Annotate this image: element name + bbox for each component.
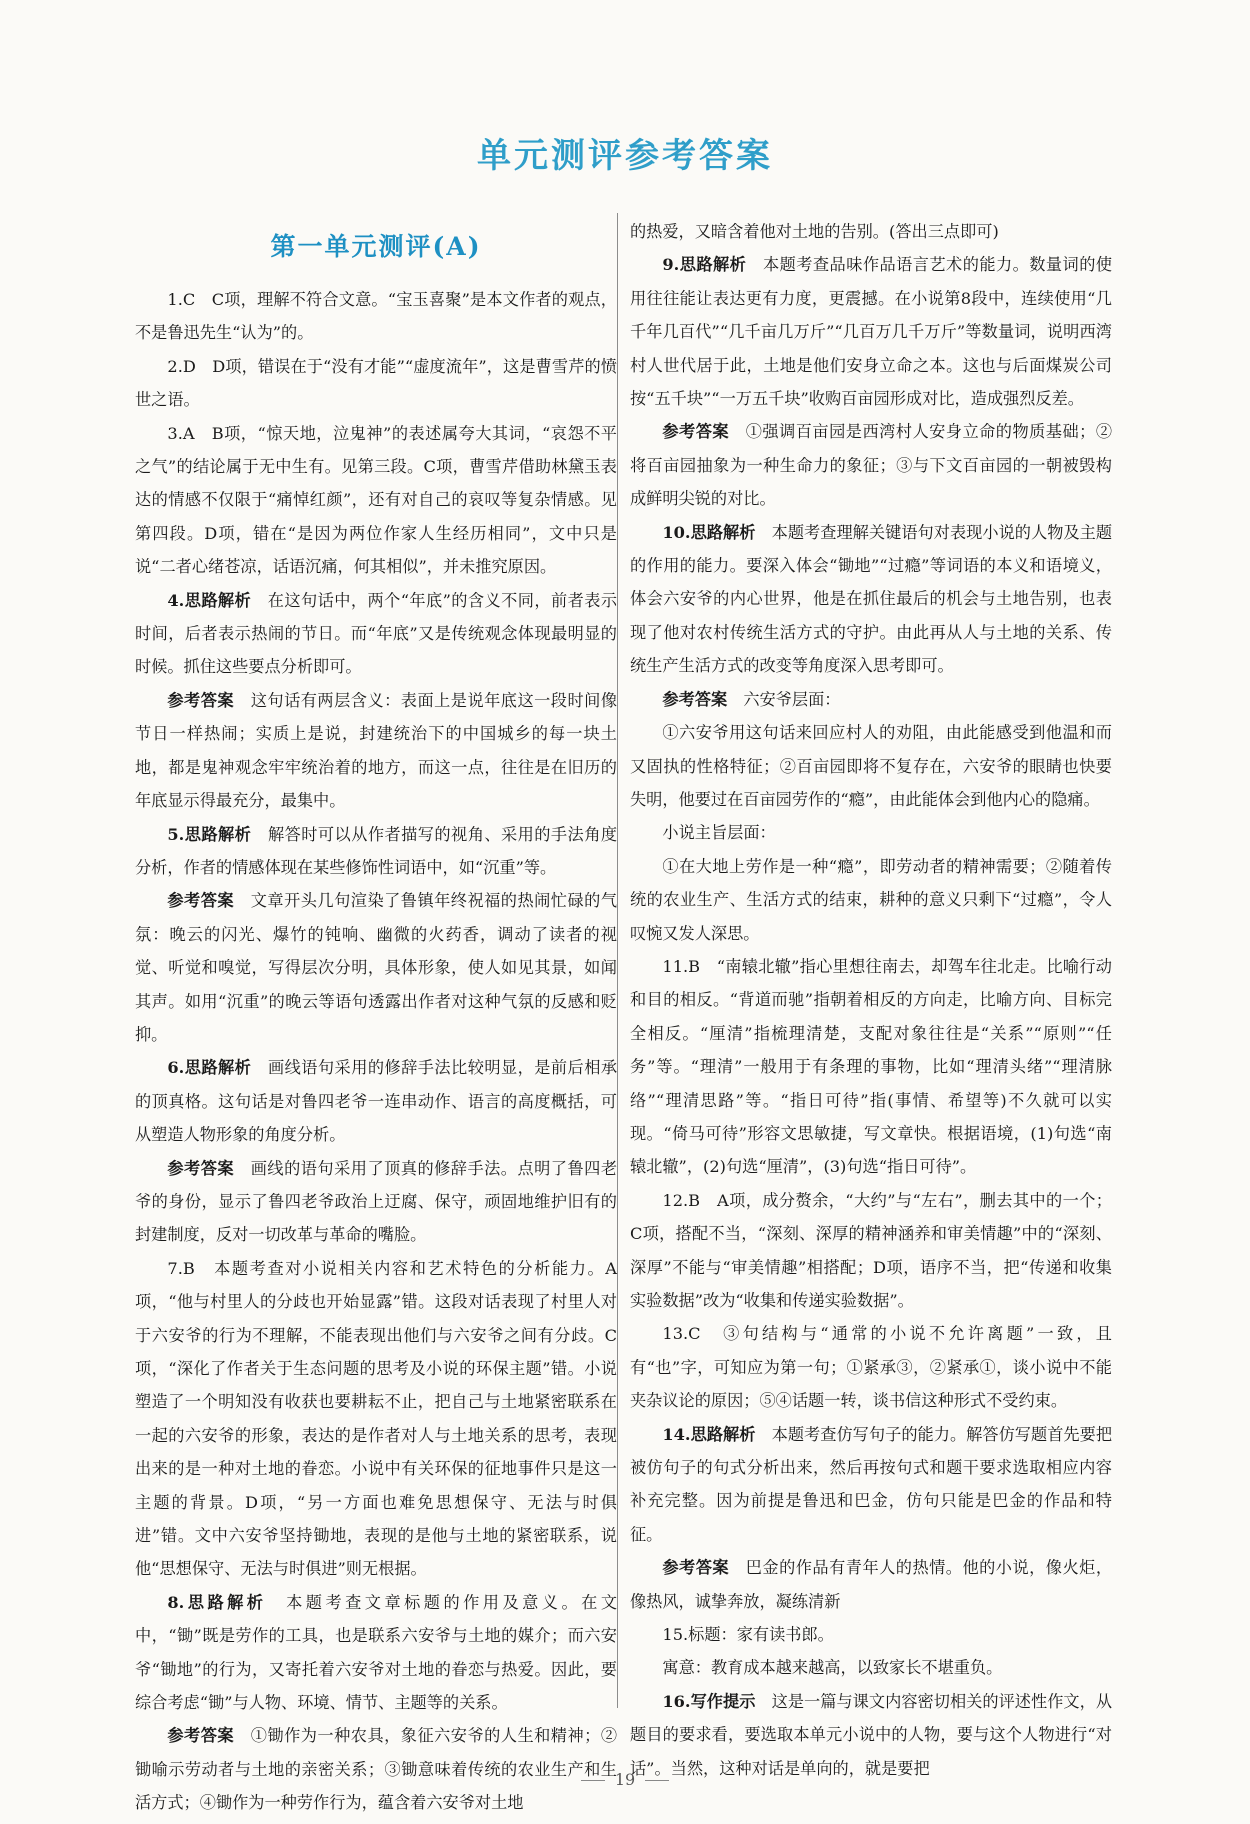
answer-q8-continued: 的热爱，又暗含着他对土地的告别。(答出三点即可) [630,222,999,241]
answer-label: 参考答案 [662,689,728,709]
analysis-text: 画线语句采用的修辞手法比较明显，是前后相承的顶真格。这句话是对鲁四老爷一连串动作、语言的高度概括，可从塑造人物形象的角度分析。 [135,1058,618,1145]
answer-q4 [135,684,617,818]
analysis-text: 在这句话中，两个“年底”的含义不同，前者表示时间，后者表示热闹的节日。而“年底”又是传统观念体现最明显的时候。抓住这些要点分析即可。 [135,590,618,677]
right-column [630,215,1112,1785]
analysis-label: 14.思路解析 [662,1424,756,1444]
answer-label: 参考答案 [167,891,235,911]
answer-q7: 7.B 本题考查对小说相关内容和艺术特色的分析能力。A项，“他与村里人的分歧也开始显露”错。这段对话表现了村里人对于六安爷的行为不理解，不能表现出他们与六安爷之间有分歧。C项，“深化了作者关于生态问题的思考及小说的环保主题”错。小说塑造了一个明知没有收获也要耕耘不止，把自己与土地紧密联系在一起的六安爷的形象，表达的是作者对人与土地关系的思考，表现出来的是一种对土地的眷恋。小说中有关环保的征地事件只是这一主题的背景。D项，“另一方面也难免思想保守、无法与时俱进”错。文中六安爷坚持锄地，表现的是他与土地的紧密联系，说他“思想保守、无法与时俱进”则无根据。 [135,1258,617,1579]
analysis-q9 [630,248,1112,415]
analysis-q4 [135,584,617,684]
analysis-q5 [135,818,617,885]
analysis-text: 本题考查理解关键语句对表现小说的人物及主题的作用的能力。要深入体会“锄地”“过瘾”等词语的本义和语境义，体会六安爷的内心世界，他是在抓住最后的机会与土地告别，也表现了他对农村传统生活方式的守护。由此再从人与土地的关系、传统生产生活方式的改变等角度深入思考即可。 [630,522,1113,676]
answer-q5 [135,884,617,1051]
answer-q1: 1.C C项，理解不符合文意。“宝玉喜聚”是本文作者的观点，不是鲁迅先生“认为”的。 [135,290,617,343]
answer-label: 参考答案 [167,690,235,710]
answer-q15-title: 15.标题：家有读书郎。 [662,1625,834,1645]
analysis-label: 6.思路解析 [167,1058,252,1078]
analysis-q8 [135,1586,617,1720]
analysis-label: 5.思路解析 [167,824,252,844]
answer-label: 参考答案 [662,422,730,442]
answer-q9 [630,415,1112,515]
answer-text: 画线的语句采用了顶真的修辞手法。点明了鲁四老爷的身份，显示了鲁四老爷政治上迂腐、保守，顽固地维护旧有的封建制度，反对一切改革与革命的嘴脸。 [135,1158,618,1245]
answer-text: 巴金的作品有青年人的热情。他的小说，像火炬，像热风，诚挚奔放，凝练清新 [630,1558,1113,1611]
answer-q2: 2.D D项，错误在于“没有才能”“虚度流年”，这是曹雪芹的愤世之语。 [135,356,617,410]
writing-tip-text: 这是一篇与课文内容密切相关的评述性作文，从题目的要求看，要选取本单元小说中的人物，要与这个人物进行“对话”。当然，这种对话是单向的，就是要把 [630,1691,1113,1778]
analysis-label: 10.思路解析 [662,522,756,542]
analysis-text: 解答时可以从作者描写的视角、采用的手法角度分析，作者的情感体现在某些修饰性词语中，如“沉重”等。 [135,824,618,877]
answer-q3: 3.A B项，“惊天地，泣鬼神”的表述属夸大其词，“哀怨不平之气”的结论属于无中生有。见第三段。C项，曹雪芹借助林黛玉表达的情感不仅限于“痛悼红颜”，还有对自己的哀叹等复杂情感。见第四段。D项，错在“是因为两位作家人生经历相同”，文中只是说“二者心绪苍凉，话语沉痛，何其相似”，并未推究原因。 [135,423,617,577]
answer-q10-part2: ①在大地上劳作是一种“瘾”，即劳动者的精神需要；②随着传统的农业生产、生活方式的结束，耕种的意义只剩下“过瘾”，令人叹惋又发人深思。 [630,856,1112,943]
page-title: 单元测评参考答案 [477,136,773,176]
answer-q13: 13.C ③句结构与“通常的小说不允许离题”一致，且有“也”字，可知应为第一句；①紧承③，②紧承①，谈小说中不能夹杂议论的原因；⑤④话题一转，谈书信这种形式不受约束。 [630,1324,1112,1411]
answer-label: 参考答案 [662,1558,730,1578]
answer-label: 参考答案 [167,1726,235,1746]
analysis-label: 8.思路解析 [167,1592,267,1612]
answer-q14 [630,1551,1112,1618]
answer-text: ①锄作为一种农具，象征六安爷的人生和精神；②锄喻示劳动者与土地的亲密关系；③锄意味着传统的农业生产和生活方式；④锄作为一种劳作行为，蕴含着六安爷对土地 [135,1726,618,1813]
answer-q10 [630,683,1112,716]
answer-text: 六安爷层面： [743,689,841,709]
answer-q6 [135,1152,617,1252]
analysis-label: 4.思路解析 [167,590,252,610]
left-column [135,213,617,1820]
answer-label: 参考答案 [167,1158,235,1178]
analysis-text: 本题考查文章标题的作用及意义。在文中，“锄”既是劳作的工具，也是联系六安爷与土地的媒介；而六安爷“锄地”的行为，又寄托着六安爷对土地的眷恋与热爱。因此，要综合考虑“锄”与人物、环境、情节、主题等的关系。 [135,1592,618,1713]
answer-q11: 11.B “南辕北辙”指心里想往南去，却驾车往北走。比喻行动和目的相反。“背道而驰”指朝着相反的方向走，比喻方向、目标完全相反。“厘清”指梳理清楚，支配对象往往是“关系”“原则”“任务”等。“理清”一般用于有条理的事物，比如“理清头绪”“理清脉络”“理清思路”等。“指日可待”指(事情、希望等)不久就可以实现。“倚马可待”形容文思敏捷，写文章快。根据语境，(1)句选“南辕北辙”，(2)句选“厘清”，(3)句选“指日可待”。 [630,956,1112,1177]
column-divider [617,213,618,1708]
writing-tip-label: 16.写作提示 [662,1691,756,1711]
answer-text: 文章开头几句渲染了鲁镇年终祝福的热闹忙碌的气氛：晚云的闪光、爆竹的钝响、幽微的火药香，调动了读者的视觉、听觉和嗅觉，写得层次分明，具体形象，使人如见其景，如闻其声。如用“沉重”的晚云等语句透露出作者对这种气氛的反感和贬抑。 [135,891,618,1044]
analysis-text: 本题考查仿写句子的能力。解答仿写题首先要把被仿句子的句式分析出来，然后再按句式和题干要求选取相应内容补充完整。因为前提是鲁迅和巴金，仿句只能是巴金的作品和特征。 [630,1424,1113,1544]
analysis-q6 [135,1051,617,1151]
analysis-q10 [630,516,1112,683]
section-title: 第一单元测评(A) [270,232,482,261]
answer-q15-meaning: 寓意：教育成本越来越高，以致家长不堪重负。 [662,1658,1003,1678]
answer-q12: 12.B A项，成分赘余，“大约”与“左右”，删去其中的一个；C项，搭配不当，“深刻、深厚的精神涵养和审美情趣”中的“深刻、深厚”不能与“审美情趣”相搭配；D项，语序不当，把“传递和收集实验数据”改为“收集和传递实验数据”。 [630,1190,1112,1310]
analysis-label: 9.思路解析 [662,255,747,275]
analysis-q14 [630,1418,1112,1552]
answer-text: 这句话有两层含义：表面上是说年底这一段时间像节日一样热闹；实质上是说，封建统治下的中国城乡的每一块土地，都是鬼神观念牢牢统治着的地方，而这一点，往往是在旧历的年底显示得最充分，最集中。 [135,690,618,811]
page-number: 19 [0,1770,1250,1789]
answer-q10-part2-heading: 小说主旨层面： [662,823,776,843]
analysis-text: 本题考查品味作品语言艺术的能力。数量词的使用往往能让表达更有力度，更震撼。在小说第8段中，连续使用“几千年几百代”“几千亩几万斤”“几百万几千万斤”等数量词，说明西湾村人世代居于此，土地是他们安身立命之本。这也与后面煤炭公司按“五千块”“一万五千块”收购百亩园形成对比，造成强烈反差。 [630,255,1113,409]
answer-text: ①强调百亩园是西湾村人安身立命的物质基础；②将百亩园抽象为一种生命力的象征；③与下文百亩园的一朝被毁构成鲜明尖锐的对比。 [630,422,1113,509]
answer-q10-part1: ①六安爷用这句话来回应村人的劝阻，由此能感受到他温和而又固执的性格特征；②百亩园即将不复存在，六安爷的眼睛也快要失明，他要过在百亩园劳作的“瘾”，由此能体会到他内心的隐痛。 [630,723,1112,809]
